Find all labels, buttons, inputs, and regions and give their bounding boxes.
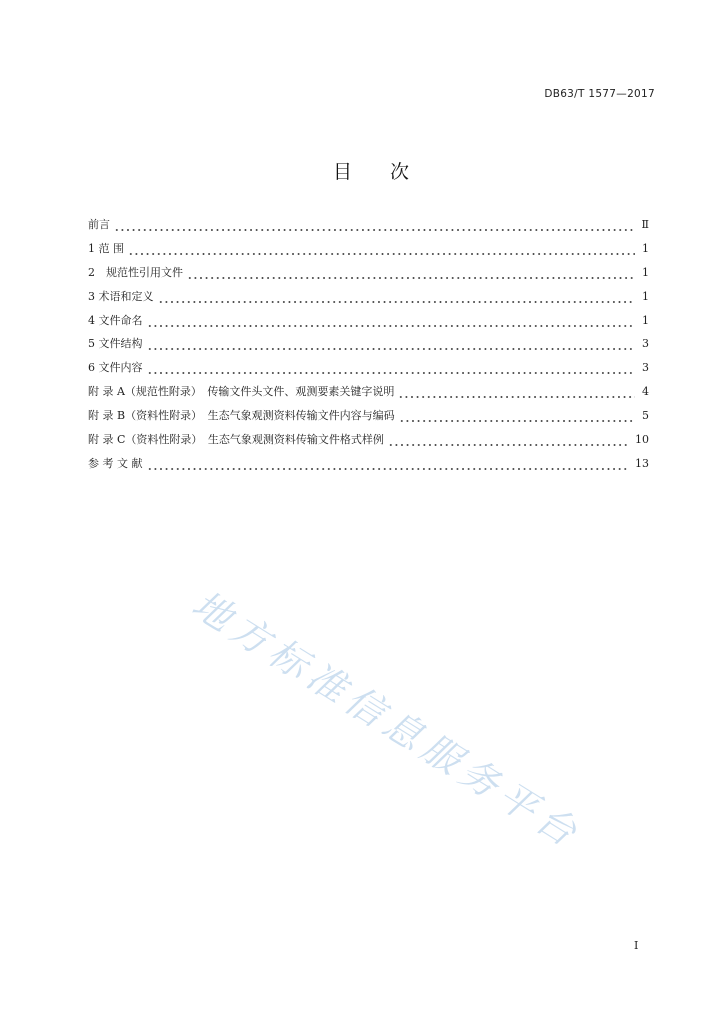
document-code: DB63/T 1577—2017 bbox=[544, 88, 655, 100]
toc-entry-page: 1 bbox=[642, 265, 649, 279]
toc-entry-label: 3 术语和定义 bbox=[88, 289, 154, 303]
toc-entry-page: 13 bbox=[635, 456, 649, 470]
dot-leader bbox=[128, 237, 635, 261]
table-of-contents bbox=[88, 213, 649, 476]
toc-entry-page: 10 bbox=[635, 433, 649, 447]
toc-entry-file-naming bbox=[88, 309, 649, 333]
toc-entry-appendix-b bbox=[88, 404, 649, 428]
dot-leader bbox=[147, 332, 636, 356]
toc-entry-file-structure bbox=[88, 332, 649, 356]
toc-entry-page: 1 bbox=[642, 289, 649, 303]
dot-leader bbox=[147, 452, 630, 476]
toc-entry-scope bbox=[88, 237, 649, 261]
toc-entry-page: 3 bbox=[642, 337, 649, 351]
toc-entry-page: 3 bbox=[642, 361, 649, 375]
toc-entry-label: 1 范 围 bbox=[88, 241, 124, 255]
dot-leader bbox=[398, 380, 635, 404]
toc-entry-page: 1 bbox=[642, 313, 649, 327]
footer-page-number: I bbox=[634, 939, 639, 952]
dot-leader bbox=[399, 404, 635, 428]
toc-entry-terms-definitions bbox=[88, 285, 649, 309]
toc-entry-references bbox=[88, 452, 649, 476]
toc-entry-appendix-a bbox=[88, 380, 649, 404]
toc-entry-label: 附 录 A（规范性附录） 传输文件头文件、观测要素关键字说明 bbox=[88, 385, 395, 399]
dot-leader bbox=[388, 428, 629, 452]
toc-entry-page: 1 bbox=[642, 241, 649, 255]
dot-leader bbox=[114, 213, 635, 237]
toc-entry-file-content bbox=[88, 356, 649, 380]
page-title: 目 次 bbox=[333, 161, 410, 183]
dot-leader bbox=[187, 261, 635, 285]
dot-leader bbox=[158, 285, 636, 309]
toc-entry-page: 4 bbox=[642, 385, 649, 399]
toc-entry-appendix-c bbox=[88, 428, 649, 452]
dot-leader bbox=[147, 309, 636, 333]
toc-entry-label: 4 文件命名 bbox=[88, 313, 143, 327]
toc-entry-page: 5 bbox=[642, 409, 649, 423]
toc-entry-label: 附 录 B（资料性附录） 生态气象观测资料传输文件内容与编码 bbox=[88, 409, 395, 423]
toc-entry-label: 参 考 文 献 bbox=[88, 456, 143, 470]
dot-leader bbox=[147, 356, 636, 380]
toc-entry-label: 5 文件结构 bbox=[88, 337, 143, 351]
toc-entry-page: Ⅱ bbox=[641, 218, 649, 231]
toc-entry-label: 附 录 C（资料性附录） 生态气象观测资料传输文件格式样例 bbox=[88, 433, 384, 447]
watermark: 地方标准信息服务平台 bbox=[184, 582, 590, 858]
toc-entry-label: 6 文件内容 bbox=[88, 361, 143, 375]
toc-entry-label: 前言 bbox=[88, 218, 110, 231]
toc-entry-foreword bbox=[88, 213, 649, 237]
toc-entry-label: 2 规范性引用文件 bbox=[88, 265, 183, 279]
toc-entry-normative-references bbox=[88, 261, 649, 285]
